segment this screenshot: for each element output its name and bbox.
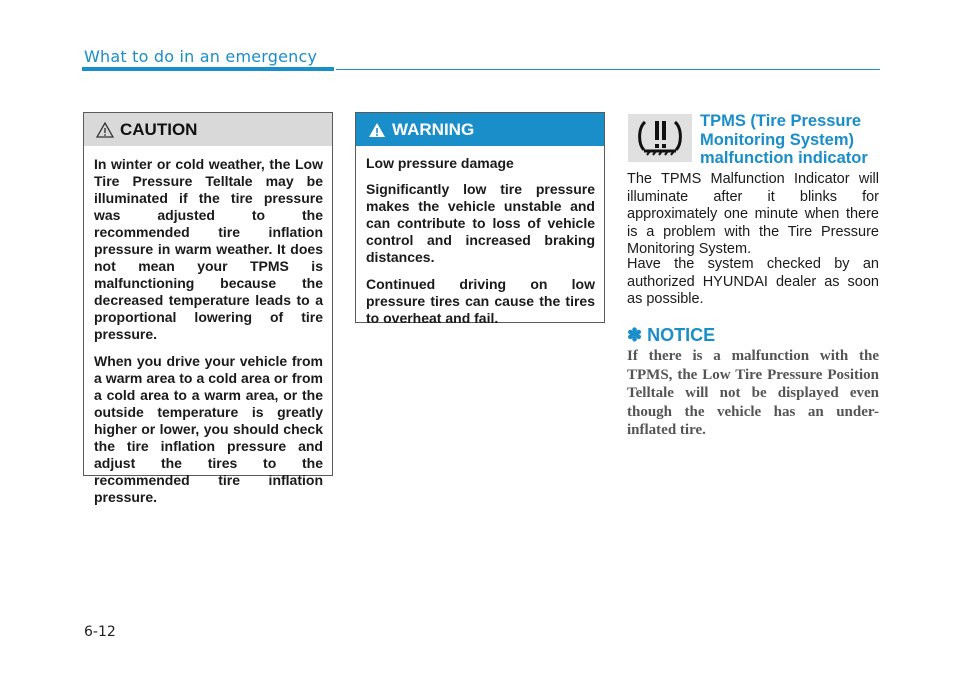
caution-paragraph: When you drive your vehicle from a warm area to a cold area or from a cold area to a warm area, or the outside temperature is greatly higher or lower, you should check the tire inflation pressure and adjust the tires to the recommended tire inflation pressure. [94,353,323,505]
warning-paragraph: Significantly low tire pressure makes the vehicle unstable and can contribute to loss of vehicle control and increased braking distances. [366,181,595,265]
warning-box [355,112,605,326]
page-number: 6-12 [84,624,116,640]
header-accent-bar [82,67,334,71]
section-header-title: What to do in an emergency [84,47,318,66]
tpms-paragraph: The TPMS Malfunction Indicator will illuminate after it blinks for approximately one minute when there is a problem with the Tire Pressure Monitoring System. [627,171,879,257]
warning-paragraph: Low pressure damage [366,155,514,171]
notice-symbol: ✽ [627,325,643,345]
notice-heading [627,325,715,346]
caution-title: CAUTION [120,119,198,139]
notice-body: If there is a malfunction with the TPMS, the Low Tire Pressure Position Telltale will not be displayed even though the vehicle has an under-inflated tire. [627,348,879,439]
caution-paragraph: In winter or cold weather, the Low Tire Pressure Telltale may be illuminated if the tire pressure was adjusted to the recommended tire inflation pressure in warm weather. It does not mean your TPMS is malfunctioning because the decreased temperature leads to a proportional lowering of tire pressure. [94,156,323,342]
header-rule [336,69,880,70]
warning-paragraph: Continued driving on low pressure tires can cause the tires to overheat and fail. [366,276,595,326]
warning-header [356,113,604,146]
caution-triangle-icon [96,122,114,138]
caution-header [84,113,332,146]
warning-title: WARNING [392,119,475,139]
tpms-paragraph: Have the system checked by an authorized HYUNDAI dealer as soon as possible. [627,256,879,307]
tpms-title: TPMS (Tire Pressure Monitoring System) malfunction indicator [700,112,868,167]
notice-title: NOTICE [647,325,716,345]
tpms-indicator-icon [628,114,692,162]
caution-box [83,112,333,505]
warning-triangle-icon [368,122,386,138]
